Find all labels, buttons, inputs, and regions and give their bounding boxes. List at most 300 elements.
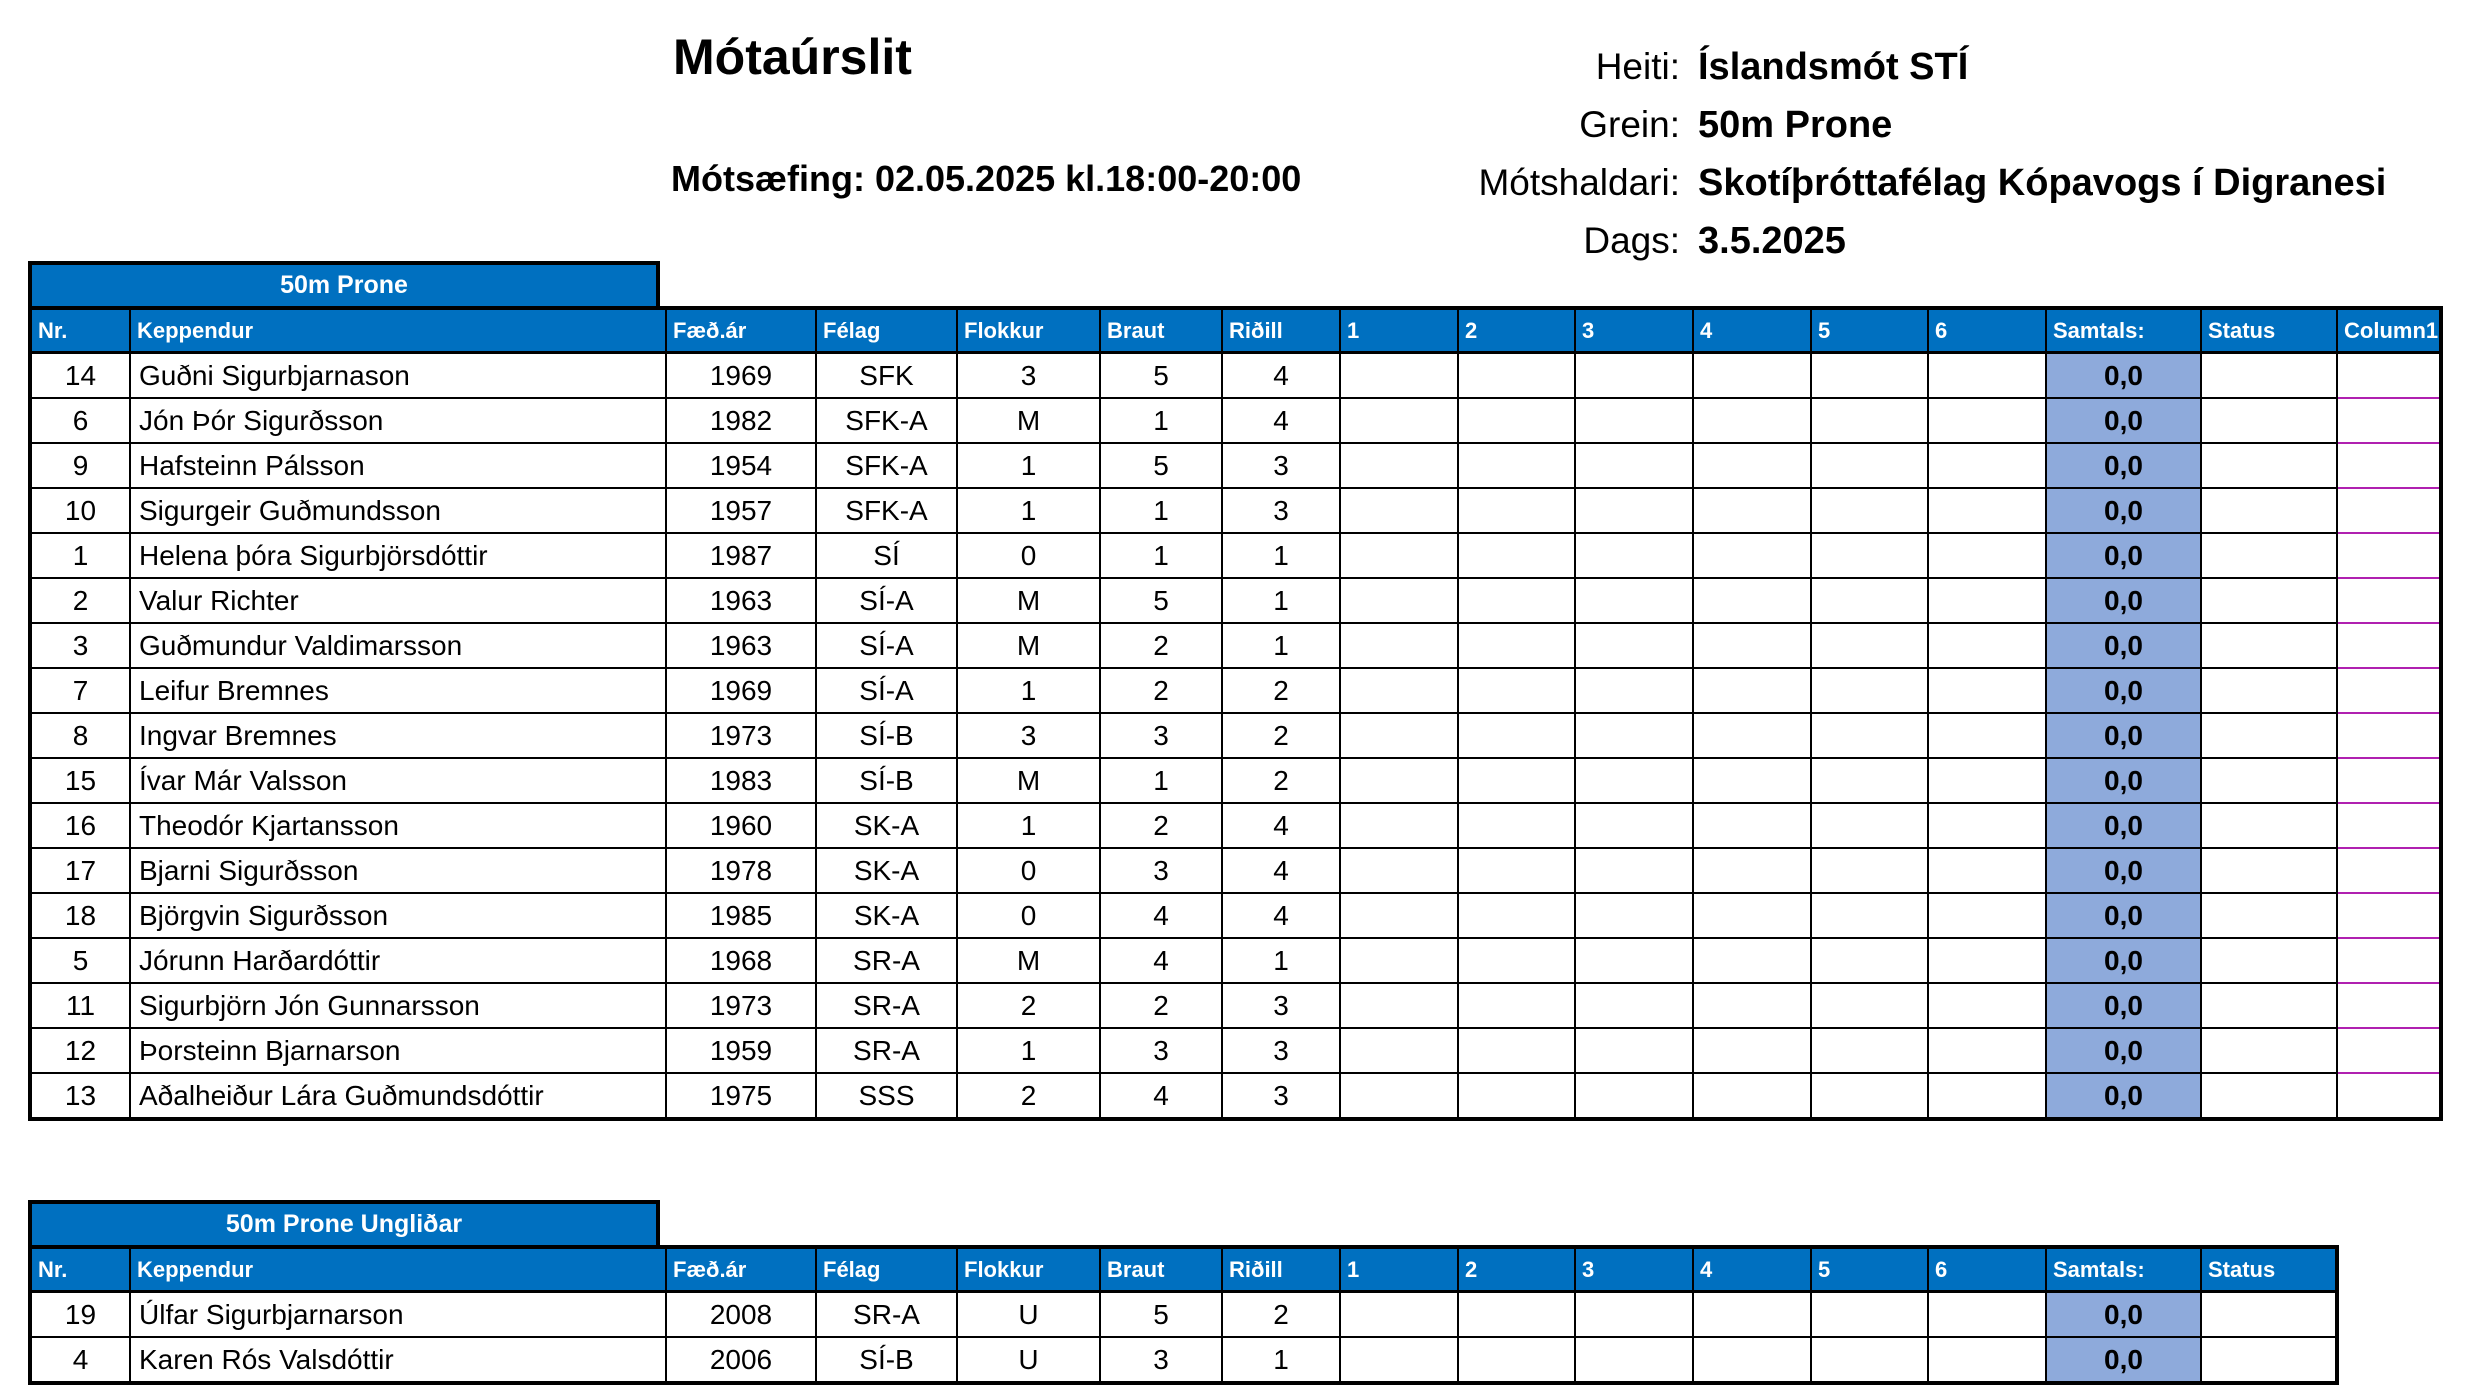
cell-class: 0 [957,848,1100,893]
cell-series-5 [1811,848,1928,893]
cell-nr: 18 [30,893,130,938]
cell-series-4 [1693,578,1811,623]
cell-series-4 [1693,938,1811,983]
cell-series-4 [1693,353,1811,399]
cell-club: SFK-A [816,398,957,443]
column-header: Keppendur [130,308,666,353]
header-row [30,1247,2337,1292]
cell-name: Jórunn Harðardóttir [130,938,666,983]
competition-info [1300,38,2386,270]
cell-status [2201,758,2337,803]
cell-name: Ingvar Bremnes [130,713,666,758]
info-row-motshaldari [1300,154,2386,212]
cell-series-6 [1928,1028,2046,1073]
cell-series-4 [1693,443,1811,488]
cell-name: Jón Þór Sigurðsson [130,398,666,443]
cell-total: 0,0 [2046,1073,2201,1119]
column-header: 3 [1575,308,1693,353]
page-title: Mótaúrslit [673,29,912,85]
results-table [28,306,2443,1121]
cell-nr: 10 [30,488,130,533]
cell-status [2201,623,2337,668]
cell-lane: 2 [1100,623,1222,668]
cell-name: Guðni Sigurbjarnason [130,353,666,399]
cell-total: 0,0 [2046,803,2201,848]
cell-series-1 [1340,758,1458,803]
cell-column1 [2337,938,2441,983]
cell-series-4 [1693,488,1811,533]
header-row [30,308,2441,353]
results-table [28,1245,2339,1385]
column-header: Félag [816,308,957,353]
cell-relay: 3 [1222,488,1340,533]
column-header: 1 [1340,308,1458,353]
cell-lane: 3 [1100,1028,1222,1073]
info-label: Mótshaldari: [1478,162,1680,203]
cell-class: 1 [957,1028,1100,1073]
table-row [30,398,2441,443]
cell-birth-year: 1959 [666,1028,816,1073]
cell-series-1 [1340,1337,1458,1383]
column-header: Nr. [30,308,130,353]
cell-series-6 [1928,1292,2046,1338]
cell-series-2 [1458,983,1575,1028]
cell-series-3 [1575,893,1693,938]
cell-birth-year: 1975 [666,1073,816,1119]
cell-club: SK-A [816,803,957,848]
cell-series-5 [1811,1028,1928,1073]
group-header: 50m Prone Ungliðar [28,1200,660,1245]
table-row [30,623,2441,668]
cell-column1 [2337,848,2441,893]
column-header: 1 [1340,1247,1458,1292]
cell-relay: 4 [1222,803,1340,848]
cell-series-1 [1340,398,1458,443]
cell-status [2201,488,2337,533]
cell-series-2 [1458,1292,1575,1338]
column-header: 6 [1928,1247,2046,1292]
cell-class: U [957,1337,1100,1383]
cell-relay: 4 [1222,848,1340,893]
cell-status [2201,1028,2337,1073]
cell-series-3 [1575,713,1693,758]
cell-series-5 [1811,353,1928,399]
table-row [30,893,2441,938]
results-table-block-juniors [28,1200,2339,1385]
table-row [30,1028,2441,1073]
cell-series-6 [1928,398,2046,443]
cell-class: M [957,938,1100,983]
cell-series-4 [1693,1028,1811,1073]
column-header: Flokkur [957,1247,1100,1292]
info-value: 50m Prone [1698,103,1893,146]
info-value: Skotíþróttafélag Kópavogs í Digranesi [1698,161,2387,204]
cell-series-5 [1811,1292,1928,1338]
table-row [30,848,2441,893]
cell-status [2201,353,2337,399]
cell-lane: 3 [1100,848,1222,893]
cell-series-6 [1928,1073,2046,1119]
cell-relay: 1 [1222,938,1340,983]
cell-series-2 [1458,443,1575,488]
cell-relay: 1 [1222,533,1340,578]
cell-class: 3 [957,713,1100,758]
cell-series-1 [1340,983,1458,1028]
cell-series-2 [1458,1073,1575,1119]
column-header: Félag [816,1247,957,1292]
cell-series-5 [1811,398,1928,443]
cell-nr: 1 [30,533,130,578]
cell-series-3 [1575,983,1693,1028]
cell-club: SR-A [816,1292,957,1338]
cell-lane: 2 [1100,983,1222,1028]
cell-series-1 [1340,848,1458,893]
cell-total: 0,0 [2046,578,2201,623]
cell-series-4 [1693,1073,1811,1119]
cell-series-3 [1575,443,1693,488]
cell-series-6 [1928,938,2046,983]
cell-series-5 [1811,443,1928,488]
cell-class: 1 [957,803,1100,848]
cell-series-4 [1693,713,1811,758]
cell-series-1 [1340,623,1458,668]
table-row [30,758,2441,803]
cell-birth-year: 1957 [666,488,816,533]
cell-series-3 [1575,803,1693,848]
cell-club: SFK-A [816,488,957,533]
cell-club: SK-A [816,893,957,938]
cell-nr: 19 [30,1292,130,1338]
table-row [30,1337,2337,1383]
cell-status [2201,803,2337,848]
cell-total: 0,0 [2046,1292,2201,1338]
column-header: 4 [1693,1247,1811,1292]
info-label: Grein: [1579,104,1680,145]
cell-series-4 [1693,848,1811,893]
cell-series-5 [1811,713,1928,758]
table-row [30,668,2441,713]
cell-birth-year: 2006 [666,1337,816,1383]
cell-name: Karen Rós Valsdóttir [130,1337,666,1383]
cell-lane: 5 [1100,353,1222,399]
cell-relay: 3 [1222,443,1340,488]
cell-class: 1 [957,668,1100,713]
cell-relay: 2 [1222,668,1340,713]
cell-status [2201,533,2337,578]
cell-birth-year: 1963 [666,578,816,623]
cell-nr: 14 [30,353,130,399]
cell-series-6 [1928,668,2046,713]
cell-nr: 12 [30,1028,130,1073]
info-label: Heiti: [1595,46,1680,87]
cell-class: 1 [957,443,1100,488]
cell-club: SSS [816,1073,957,1119]
cell-total: 0,0 [2046,488,2201,533]
cell-series-6 [1928,533,2046,578]
cell-total: 0,0 [2046,938,2201,983]
cell-series-5 [1811,578,1928,623]
cell-club: SÍ-A [816,623,957,668]
cell-status [2201,668,2337,713]
cell-nr: 11 [30,983,130,1028]
cell-status [2201,398,2337,443]
cell-series-3 [1575,488,1693,533]
cell-class: M [957,398,1100,443]
cell-series-2 [1458,398,1575,443]
cell-series-6 [1928,623,2046,668]
column-header: 2 [1458,308,1575,353]
cell-birth-year: 1983 [666,758,816,803]
cell-name: Ívar Már Valsson [130,758,666,803]
cell-series-5 [1811,488,1928,533]
cell-nr: 15 [30,758,130,803]
cell-class: 3 [957,353,1100,399]
cell-class: 0 [957,893,1100,938]
cell-series-3 [1575,668,1693,713]
cell-series-5 [1811,668,1928,713]
cell-series-4 [1693,398,1811,443]
cell-status [2201,443,2337,488]
cell-total: 0,0 [2046,668,2201,713]
cell-lane: 2 [1100,803,1222,848]
cell-class: 2 [957,1073,1100,1119]
cell-lane: 4 [1100,938,1222,983]
cell-relay: 2 [1222,713,1340,758]
column-header: Keppendur [130,1247,666,1292]
cell-name: Helena þóra Sigurbjörsdóttir [130,533,666,578]
table-row [30,713,2441,758]
cell-series-2 [1458,803,1575,848]
cell-series-6 [1928,353,2046,399]
table-row [30,488,2441,533]
cell-series-4 [1693,803,1811,848]
column-header: Samtals: [2046,308,2201,353]
cell-series-3 [1575,1292,1693,1338]
cell-club: SÍ-B [816,713,957,758]
cell-series-3 [1575,758,1693,803]
cell-series-1 [1340,1073,1458,1119]
cell-series-6 [1928,893,2046,938]
cell-total: 0,0 [2046,533,2201,578]
cell-column1 [2337,623,2441,668]
table-row [30,533,2441,578]
column-header: 4 [1693,308,1811,353]
cell-relay: 2 [1222,758,1340,803]
cell-name: Guðmundur Valdimarsson [130,623,666,668]
cell-status [2201,578,2337,623]
cell-total: 0,0 [2046,713,2201,758]
cell-series-4 [1693,1337,1811,1383]
cell-nr: 5 [30,938,130,983]
cell-class: M [957,758,1100,803]
cell-series-2 [1458,938,1575,983]
cell-status [2201,983,2337,1028]
cell-series-2 [1458,353,1575,399]
cell-total: 0,0 [2046,983,2201,1028]
cell-series-1 [1340,353,1458,399]
cell-series-5 [1811,938,1928,983]
cell-class: U [957,1292,1100,1338]
cell-relay: 1 [1222,1337,1340,1383]
cell-series-1 [1340,443,1458,488]
column-header: Status [2201,1247,2337,1292]
cell-relay: 2 [1222,1292,1340,1338]
cell-column1 [2337,803,2441,848]
cell-name: Aðalheiður Lára Guðmundsdóttir [130,1073,666,1119]
cell-series-1 [1340,488,1458,533]
column-header: 6 [1928,308,2046,353]
cell-nr: 16 [30,803,130,848]
cell-series-2 [1458,1028,1575,1073]
cell-series-5 [1811,533,1928,578]
cell-birth-year: 1969 [666,668,816,713]
cell-status [2201,938,2337,983]
cell-series-5 [1811,893,1928,938]
cell-name: Sigurbjörn Jón Gunnarsson [130,983,666,1028]
cell-series-4 [1693,668,1811,713]
table-row [30,803,2441,848]
cell-series-3 [1575,353,1693,399]
cell-club: SFK-A [816,443,957,488]
cell-nr: 13 [30,1073,130,1119]
cell-name: Valur Richter [130,578,666,623]
cell-birth-year: 1954 [666,443,816,488]
cell-series-4 [1693,533,1811,578]
cell-club: SÍ-B [816,758,957,803]
table-row [30,938,2441,983]
cell-class: 1 [957,488,1100,533]
cell-series-1 [1340,938,1458,983]
cell-nr: 7 [30,668,130,713]
cell-nr: 17 [30,848,130,893]
cell-series-5 [1811,803,1928,848]
cell-name: Sigurgeir Guðmundsson [130,488,666,533]
cell-name: Bjarni Sigurðsson [130,848,666,893]
cell-series-6 [1928,488,2046,533]
cell-relay: 1 [1222,578,1340,623]
column-header: 2 [1458,1247,1575,1292]
cell-total: 0,0 [2046,353,2201,399]
cell-series-6 [1928,758,2046,803]
cell-birth-year: 2008 [666,1292,816,1338]
cell-club: SFK [816,353,957,399]
cell-relay: 4 [1222,398,1340,443]
column-header: Braut [1100,308,1222,353]
cell-name: Björgvin Sigurðsson [130,893,666,938]
cell-total: 0,0 [2046,398,2201,443]
cell-series-4 [1693,983,1811,1028]
group-header: 50m Prone [28,261,660,306]
cell-status [2201,713,2337,758]
cell-series-5 [1811,623,1928,668]
cell-series-3 [1575,1028,1693,1073]
cell-club: SÍ-B [816,1337,957,1383]
cell-column1 [2337,488,2441,533]
info-row-grein [1300,96,2386,154]
cell-club: SR-A [816,983,957,1028]
cell-column1 [2337,713,2441,758]
cell-series-3 [1575,398,1693,443]
cell-series-3 [1575,848,1693,893]
practice-session: Mótsæfing: 02.05.2025 kl.18:00-20:00 [671,158,1302,199]
cell-lane: 1 [1100,533,1222,578]
cell-series-5 [1811,1073,1928,1119]
column-header: Status [2201,308,2337,353]
cell-club: SK-A [816,848,957,893]
cell-series-4 [1693,893,1811,938]
cell-nr: 6 [30,398,130,443]
cell-lane: 5 [1100,578,1222,623]
cell-lane: 5 [1100,443,1222,488]
cell-series-3 [1575,623,1693,668]
cell-birth-year: 1973 [666,983,816,1028]
cell-series-6 [1928,1337,2046,1383]
cell-series-1 [1340,803,1458,848]
cell-class: 0 [957,533,1100,578]
cell-series-2 [1458,578,1575,623]
cell-status [2201,1292,2337,1338]
cell-nr: 9 [30,443,130,488]
cell-lane: 1 [1100,488,1222,533]
table-row [30,1292,2337,1338]
cell-lane: 5 [1100,1292,1222,1338]
cell-relay: 3 [1222,1028,1340,1073]
column-header: Fæð.ár [666,1247,816,1292]
cell-column1 [2337,983,2441,1028]
cell-series-6 [1928,578,2046,623]
cell-class: M [957,578,1100,623]
cell-birth-year: 1963 [666,623,816,668]
cell-series-6 [1928,803,2046,848]
cell-class: 2 [957,983,1100,1028]
column-header: Nr. [30,1247,130,1292]
cell-series-6 [1928,983,2046,1028]
cell-total: 0,0 [2046,1028,2201,1073]
cell-series-4 [1693,623,1811,668]
cell-club: SR-A [816,1028,957,1073]
cell-relay: 3 [1222,983,1340,1028]
table-row [30,983,2441,1028]
cell-series-5 [1811,1337,1928,1383]
cell-series-2 [1458,758,1575,803]
cell-birth-year: 1960 [666,803,816,848]
cell-birth-year: 1968 [666,938,816,983]
cell-series-5 [1811,758,1928,803]
cell-series-2 [1458,533,1575,578]
cell-series-1 [1340,713,1458,758]
cell-relay: 4 [1222,353,1340,399]
table-row [30,578,2441,623]
cell-series-6 [1928,848,2046,893]
cell-lane: 3 [1100,713,1222,758]
cell-birth-year: 1987 [666,533,816,578]
cell-series-2 [1458,713,1575,758]
cell-name: Úlfar Sigurbjarnarson [130,1292,666,1338]
cell-total: 0,0 [2046,1337,2201,1383]
cell-club: SÍ-A [816,668,957,713]
cell-series-1 [1340,578,1458,623]
info-value: Íslandsmót STÍ [1698,45,1969,88]
info-row-heiti [1300,38,2386,96]
column-header: 5 [1811,1247,1928,1292]
cell-nr: 3 [30,623,130,668]
cell-column1 [2337,1028,2441,1073]
cell-series-2 [1458,848,1575,893]
results-table-block [28,261,2443,1121]
cell-birth-year: 1973 [666,713,816,758]
cell-birth-year: 1985 [666,893,816,938]
cell-relay: 1 [1222,623,1340,668]
